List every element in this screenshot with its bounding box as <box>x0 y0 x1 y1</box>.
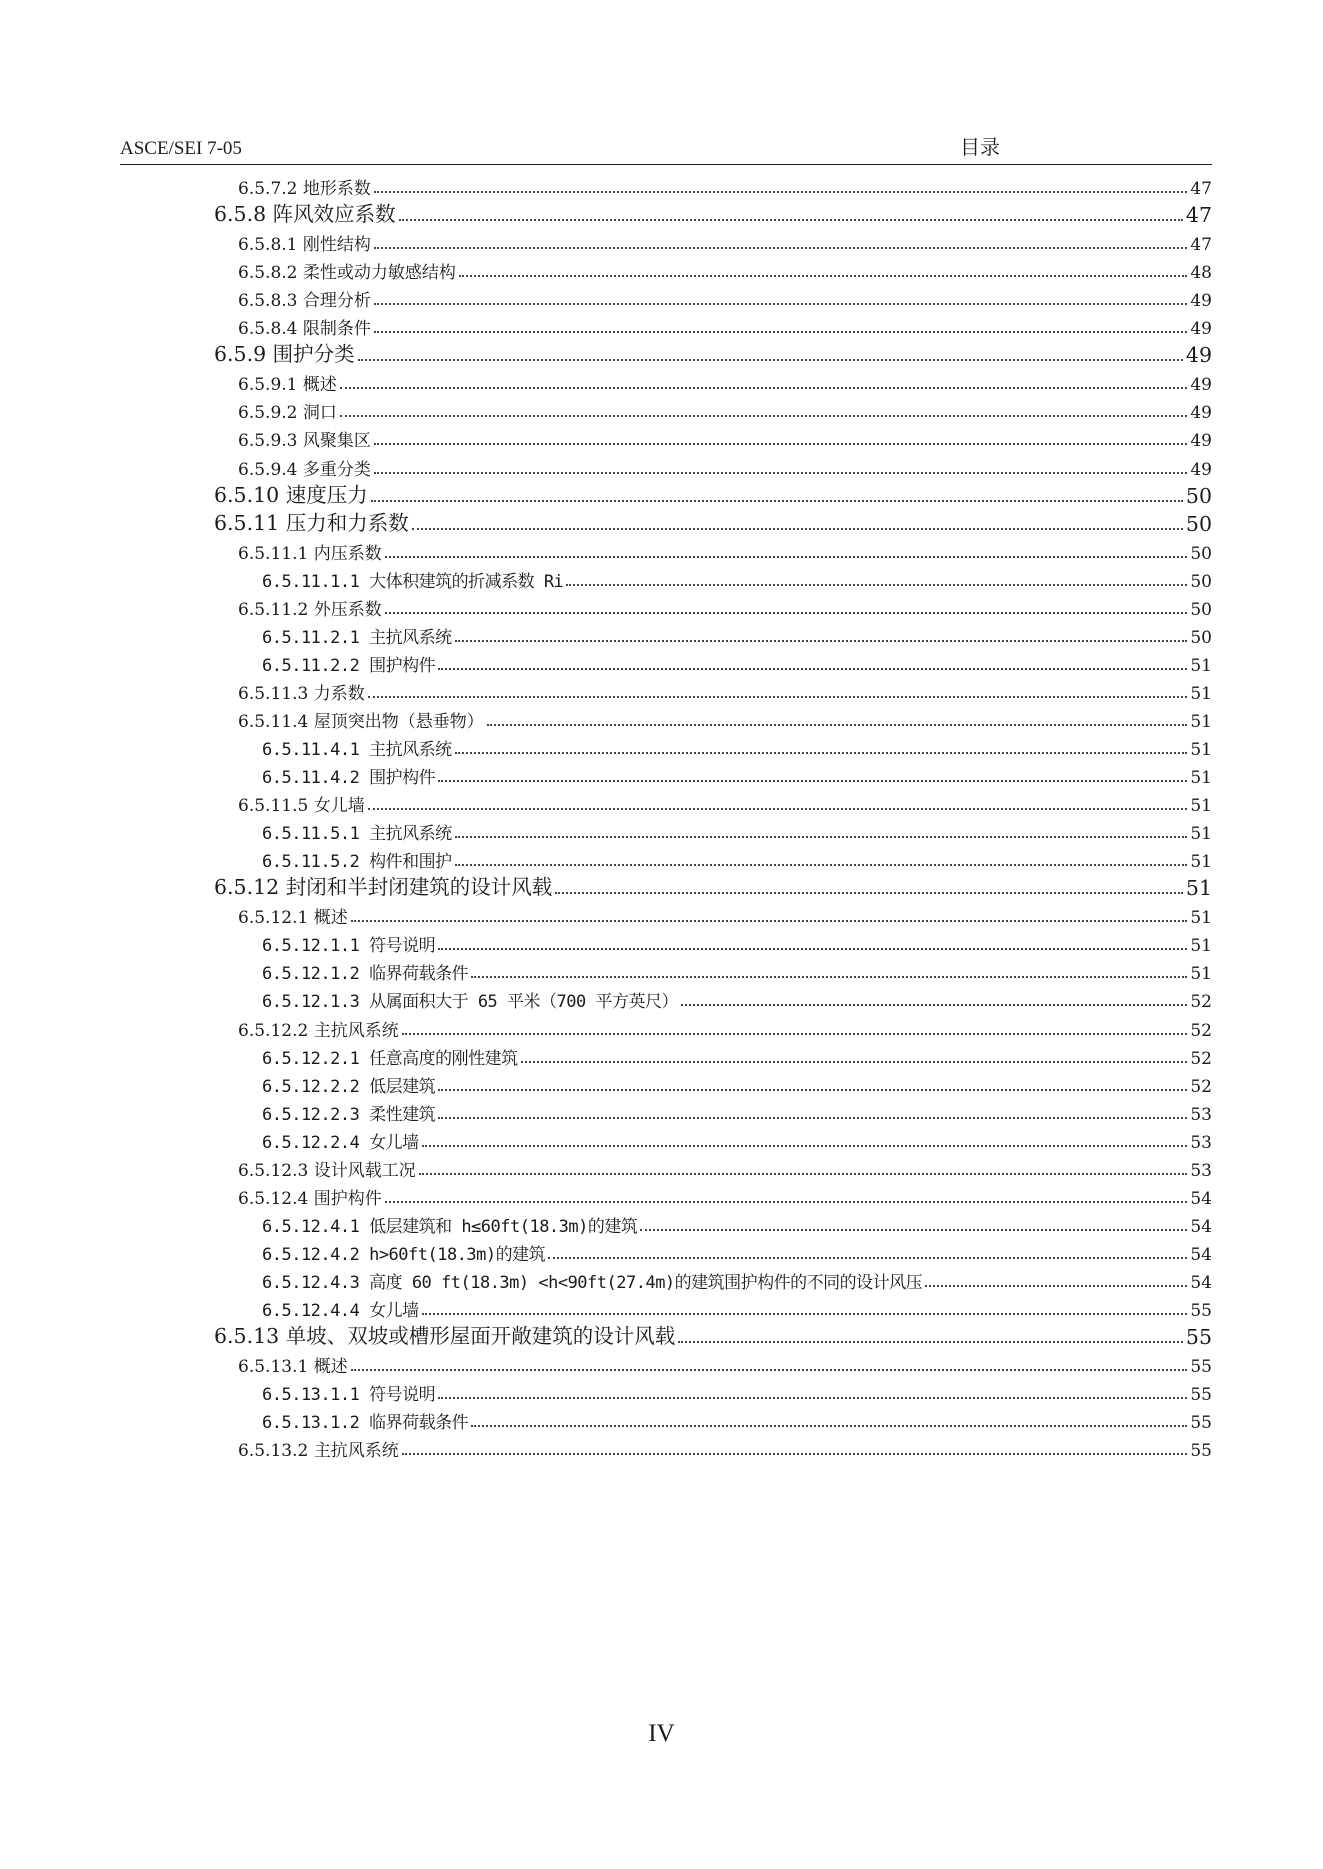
dot-leader <box>374 443 1187 445</box>
dot-leader <box>368 808 1188 810</box>
dot-leader <box>368 696 1188 698</box>
dot-leader <box>521 1061 1188 1063</box>
dot-leader <box>340 415 1187 417</box>
dot-leader <box>471 976 1187 978</box>
dot-leader <box>412 528 1183 530</box>
toc-entry-title: 6.5.11.4.1 主抗风系统 <box>262 740 452 760</box>
toc-entry-title: 6.5.12.2.2 低层建筑 <box>262 1076 436 1097</box>
toc-entry-page: 50 <box>1190 627 1212 648</box>
dot-leader <box>459 275 1187 277</box>
toc-entry-page: 49 <box>1190 291 1212 312</box>
dot-leader <box>487 724 1188 726</box>
toc-entry-page: 55 <box>1190 1357 1212 1378</box>
toc-entry-title: 6.5.11 压力和力系数 <box>214 510 409 535</box>
header-section-title: 目录 <box>960 135 1000 159</box>
dot-leader <box>374 303 1187 305</box>
dot-leader <box>371 500 1183 502</box>
toc-entry-page: 51 <box>1190 908 1212 929</box>
toc-entry-title: 6.5.12.2.1 任意高度的刚性建筑 <box>262 1048 518 1069</box>
toc-entry-title: 6.5.9.1 概述 <box>238 375 337 396</box>
toc-entry-page: 51 <box>1190 824 1212 845</box>
toc-entry-page: 50 <box>1185 511 1212 536</box>
toc-entry-page: 50 <box>1190 543 1212 564</box>
dot-leader <box>438 1089 1187 1091</box>
dot-leader <box>455 752 1188 754</box>
toc-entry-page: 55 <box>1190 1441 1212 1462</box>
toc-entry-page: 51 <box>1190 768 1212 789</box>
dot-leader <box>471 1425 1187 1427</box>
toc-entry-title: 6.5.11.1 内压系数 <box>238 543 382 564</box>
toc-entry-title: 6.5.11.3 力系数 <box>238 683 365 704</box>
toc-entry-title: 6.5.13 单坡、双坡或槽形屋面开敞建筑的设计风载 <box>214 1324 676 1349</box>
toc-entry-page: 50 <box>1190 599 1212 620</box>
toc-entry-page: 49 <box>1185 343 1212 368</box>
toc-entry-title: 6.5.9.3 风聚集区 <box>238 431 371 452</box>
toc-entry-title: 6.5.7.2 地形系数 <box>238 179 371 199</box>
toc-entry-page: 49 <box>1190 375 1212 396</box>
toc-entry-page: 50 <box>1190 571 1212 592</box>
toc-entry-page: 49 <box>1190 431 1212 452</box>
toc-entry-title: 6.5.13.1 概述 <box>238 1357 348 1378</box>
toc-entry-page: 54 <box>1190 1188 1212 1209</box>
toc-entry-page: 52 <box>1190 1020 1212 1041</box>
toc-entry-title: 6.5.12 封闭和半封闭建筑的设计风载 <box>214 875 553 900</box>
dot-leader <box>374 247 1187 249</box>
page-number: IV <box>648 1720 675 1747</box>
toc-entry-title: 6.5.11.1.1 大体积建筑的折减系数 Ri <box>262 571 564 592</box>
toc-entry-page: 51 <box>1185 876 1212 901</box>
dot-leader <box>925 1285 1187 1287</box>
toc-entry-title: 6.5.13.1.1 符号说明 <box>262 1385 436 1406</box>
dot-leader <box>351 1369 1188 1371</box>
toc-entry-page: 54 <box>1190 1244 1212 1265</box>
toc-entry-page: 55 <box>1190 1301 1212 1321</box>
dot-leader <box>358 359 1183 361</box>
toc-entry-title: 6.5.9.2 洞口 <box>238 403 337 424</box>
toc-entry-title: 6.5.9 围护分类 <box>214 342 355 367</box>
dot-leader <box>422 1145 1188 1147</box>
dot-leader <box>555 892 1183 894</box>
dot-leader <box>385 556 1188 558</box>
toc-entry-page: 47 <box>1190 179 1212 199</box>
toc-entry-title: 6.5.8.2 柔性或动力敏感结构 <box>238 263 456 284</box>
toc-entry-page: 51 <box>1190 683 1212 704</box>
toc-entry-title: 6.5.12.1 概述 <box>238 908 348 929</box>
toc-entry-page: 54 <box>1190 1272 1212 1293</box>
toc-entry-page: 51 <box>1190 852 1212 873</box>
dot-leader <box>438 1397 1187 1399</box>
toc-entry-title: 6.5.8 阵风效应系数 <box>214 202 396 227</box>
toc-entry-page: 54 <box>1190 1216 1212 1237</box>
toc-entry-page: 49 <box>1190 459 1212 480</box>
dot-leader <box>402 1033 1188 1035</box>
toc-entry-page: 48 <box>1190 263 1212 284</box>
dot-leader <box>455 864 1188 866</box>
dot-leader <box>374 191 1187 193</box>
toc-entry-page: 55 <box>1190 1385 1212 1406</box>
toc-entry-title: 6.5.12.4.2 h>60ft(18.3m)的建筑 <box>262 1244 546 1265</box>
toc-entry-title: 6.5.11.2.1 主抗风系统 <box>262 627 452 648</box>
dot-leader <box>548 1257 1187 1259</box>
dot-leader <box>422 1313 1188 1315</box>
toc-entry-title: 6.5.12.2.3 柔性建筑 <box>262 1104 436 1125</box>
toc-entry-page: 55 <box>1190 1413 1212 1434</box>
toc-entry-page: 51 <box>1190 936 1212 957</box>
toc-entry-page: 49 <box>1190 403 1212 424</box>
dot-leader <box>681 1004 1187 1006</box>
dot-leader <box>340 387 1187 389</box>
dot-leader <box>438 780 1187 782</box>
toc-entry-title: 6.5.12.4 围护构件 <box>238 1188 382 1209</box>
dot-leader <box>419 1173 1188 1175</box>
dot-leader <box>438 948 1187 950</box>
toc-entry-title: 6.5.11.2 外压系数 <box>238 599 382 620</box>
toc-entry-title: 6.5.13.2 主抗风系统 <box>238 1441 399 1462</box>
toc-entry-title: 6.5.8.4 限制条件 <box>238 319 371 340</box>
header-standard-id: ASCE/SEI 7-05 <box>120 138 242 159</box>
toc-entry-page: 47 <box>1185 203 1212 228</box>
dot-leader <box>438 1117 1187 1119</box>
toc-entry-title: 6.5.12.4.4 女儿墙 <box>262 1301 419 1321</box>
toc-entry-title: 6.5.11.4 屋顶突出物（悬垂物） <box>238 711 484 732</box>
dot-leader <box>351 920 1188 922</box>
toc-entry-page: 52 <box>1190 992 1212 1013</box>
toc-entry-title: 6.5.12.2.4 女儿墙 <box>262 1132 419 1153</box>
toc-entry-title: 6.5.12.2 主抗风系统 <box>238 1020 399 1041</box>
toc-entry-page: 51 <box>1190 711 1212 732</box>
toc-entry-title: 6.5.12.1.1 符号说明 <box>262 936 436 957</box>
dot-leader <box>402 1453 1188 1455</box>
toc-entry-page: 53 <box>1190 1104 1212 1125</box>
toc-entry-title: 6.5.12.4.1 低层建筑和 h≤60ft(18.3m)的建筑 <box>262 1216 638 1237</box>
toc-entry-page: 53 <box>1190 1160 1212 1181</box>
dot-leader <box>455 640 1188 642</box>
toc-entry-title: 6.5.8.3 合理分析 <box>238 291 371 312</box>
toc-entry-title: 6.5.9.4 多重分类 <box>238 459 371 480</box>
toc-entry-page: 49 <box>1190 319 1212 340</box>
dot-leader <box>678 1341 1183 1343</box>
toc-entry-page: 51 <box>1190 796 1212 817</box>
dot-leader <box>455 836 1188 838</box>
toc-entry-title: 6.5.12.1.2 临界荷载条件 <box>262 964 469 985</box>
dot-leader <box>640 1229 1187 1231</box>
toc-entry-title: 6.5.11.5.1 主抗风系统 <box>262 824 452 845</box>
toc-entry-page: 50 <box>1185 483 1212 508</box>
toc-entry-title: 6.5.11.5.2 构件和围护 <box>262 852 452 873</box>
toc-entry-title: 6.5.12.3 设计风载工况 <box>238 1160 416 1181</box>
toc-entry-title: 6.5.8.1 刚性结构 <box>238 235 371 256</box>
toc-entry-page: 55 <box>1185 1325 1212 1350</box>
toc-entry-title: 6.5.11.4.2 围护构件 <box>262 768 436 789</box>
dot-leader <box>399 219 1183 221</box>
toc-entry-page: 47 <box>1190 235 1212 256</box>
toc-entry[interactable] <box>238 1429 1212 1461</box>
toc-entry-title: 6.5.10 速度压力 <box>214 482 368 507</box>
dot-leader <box>374 331 1187 333</box>
toc-entry-title: 6.5.11.2.2 围护构件 <box>262 655 436 676</box>
running-header <box>120 130 1212 165</box>
toc-entry-page: 53 <box>1190 1132 1212 1153</box>
dot-leader <box>438 668 1187 670</box>
toc-entry-title: 6.5.12.1.3 从属面积大于 65 平米（700 平方英尺） <box>262 992 678 1013</box>
toc-entry-title: 6.5.12.4.3 高度 60 ft(18.3m) <h<90ft(27.4m)的建筑围护构件的不同的设计风压 <box>262 1272 923 1293</box>
dot-leader <box>385 1201 1188 1203</box>
dot-leader <box>385 612 1188 614</box>
toc-entry-page: 51 <box>1190 964 1212 985</box>
dot-leader <box>374 472 1187 474</box>
toc-entry-title: 6.5.11.5 女儿墙 <box>238 796 365 817</box>
toc-entry-page: 51 <box>1190 740 1212 760</box>
toc-entry-page: 52 <box>1190 1048 1212 1069</box>
toc-entry-page: 52 <box>1190 1076 1212 1097</box>
dot-leader <box>566 584 1187 586</box>
toc-entry-page: 51 <box>1190 655 1212 676</box>
toc-entry-title: 6.5.13.1.2 临界荷载条件 <box>262 1413 469 1434</box>
